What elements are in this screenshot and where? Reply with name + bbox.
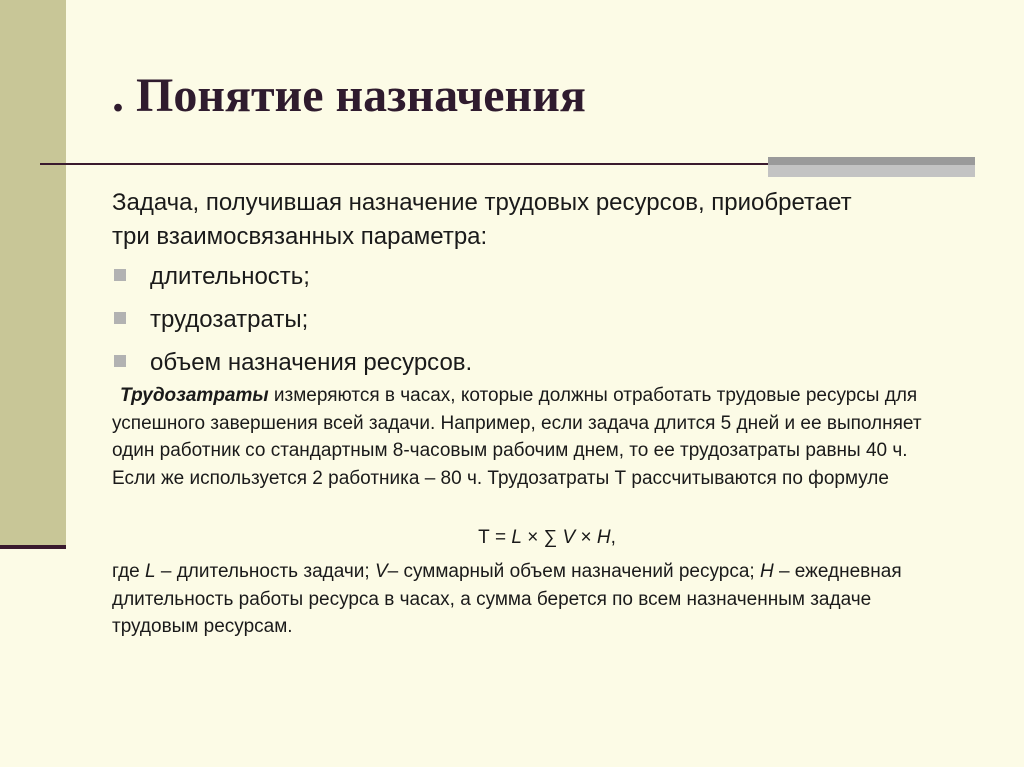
title-accent-block [768, 157, 975, 165]
title-underline [40, 163, 775, 165]
slide-title: . Понятие назначения [112, 69, 586, 122]
square-bullet-icon [114, 312, 126, 324]
explanation-var-h: H [759, 561, 774, 582]
formula-var-v: V [562, 527, 576, 548]
bullet-list [112, 258, 472, 387]
intro-text: Задача, получившая назначение трудовых ресурсов, приобретает три взаимосвязанных параметра: [112, 189, 852, 250]
formula-part: × [575, 527, 597, 548]
square-bullet-icon [114, 269, 126, 281]
formula-explanation [112, 558, 942, 641]
bullet-item [112, 344, 472, 387]
formula-part: , [610, 527, 616, 548]
explanation-part: – ежедневная длительность работы ресурса в часах, а сумма берется по всем назначенным задаче трудовым ресурсам. [112, 561, 902, 637]
formula-part: × ∑ [522, 527, 563, 548]
explanation-part: – суммарный объем назначений ресурса; [387, 561, 760, 582]
title-accent-block-light [768, 165, 975, 177]
left-decorative-bar [0, 0, 66, 545]
explanation-var-l: L [145, 561, 156, 582]
formula-var-l: L [511, 527, 522, 548]
bullet-item [112, 301, 472, 344]
square-bullet-icon [114, 355, 126, 367]
explanation-var-v: V [374, 561, 388, 582]
bullet-text: объем назначения ресурсов. [150, 349, 473, 376]
formula-var-h: H [596, 527, 611, 548]
body-paragraph [112, 382, 942, 492]
body-text: измеряются в часах, которые должны отработать трудовые ресурсы для успешного завершения всей задачи. Например, если задача длится 5 дней и ее выполняет один работник со стандартным 8-часовым рабочим днем, то ее трудозатраты равны 40 ч. Если же используется 2 работника – 80 ч. Трудозатраты Т рассчитываются по формуле [112, 385, 922, 489]
formula-part: Т = [478, 527, 512, 548]
explanation-part: где [112, 561, 146, 582]
bullet-text: трудозатраты; [150, 306, 309, 333]
bullet-text: длительность; [150, 263, 310, 290]
lead-term: Трудозатраты [120, 385, 269, 406]
formula [0, 524, 1024, 552]
explanation-part: – длительность задачи; [155, 561, 375, 582]
bullet-item [112, 258, 472, 301]
